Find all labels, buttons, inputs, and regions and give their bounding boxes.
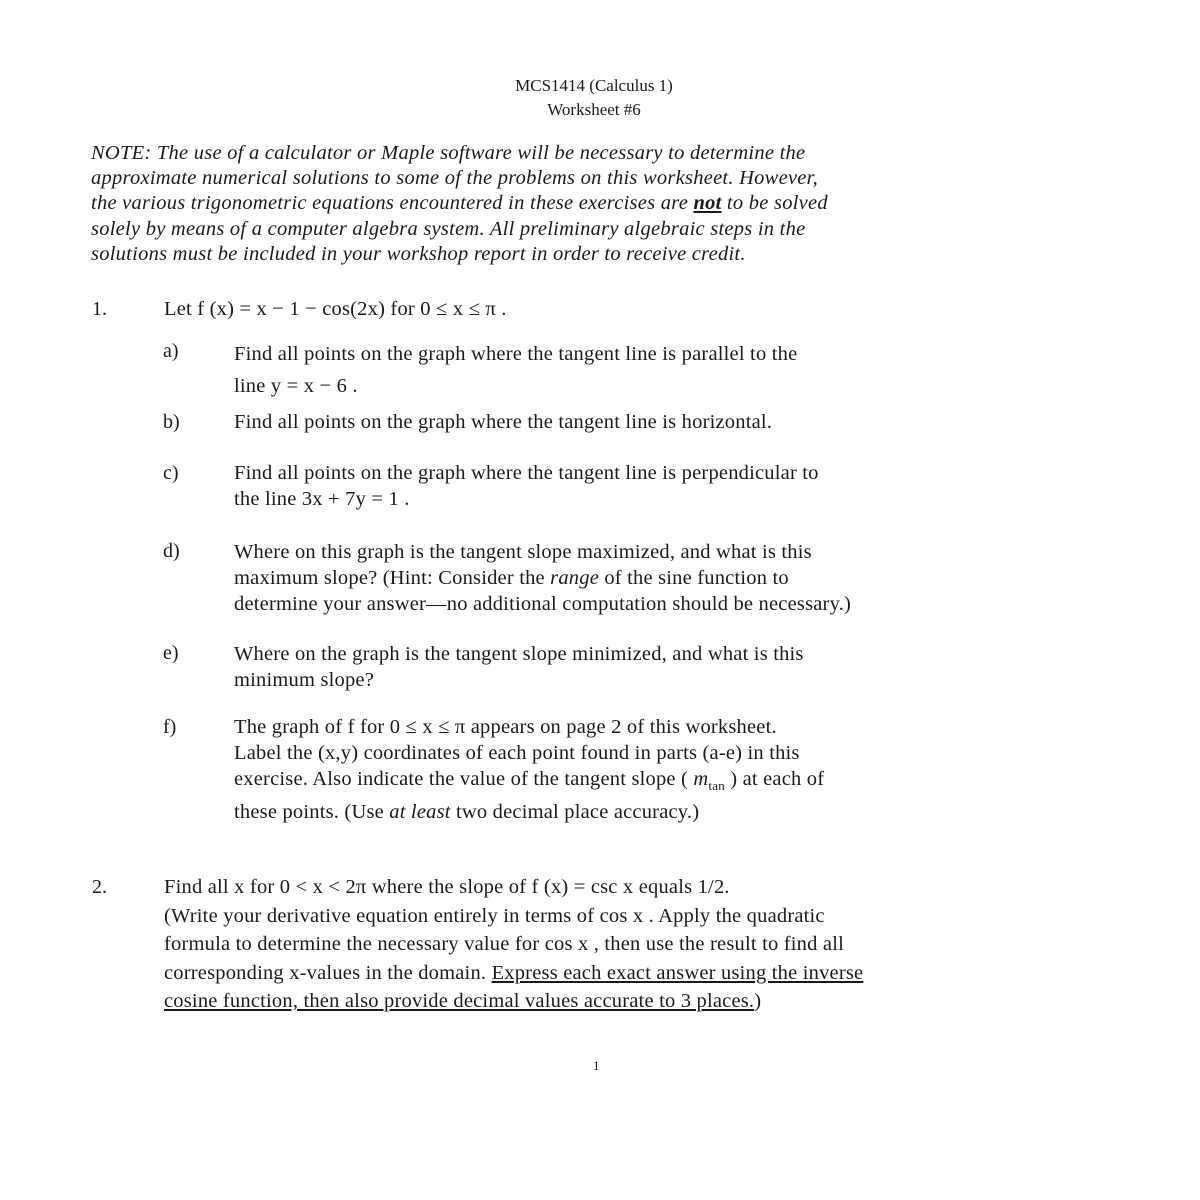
note-emphasis: not (693, 192, 722, 215)
part-c-text: Find all points on the graph where the tangent line is perpendicular to the line 3x + 7y = 1 . (234, 462, 819, 510)
problem-2-text: Find all x for 0 < x < 2π where the slope of f (x) = csc x equals 1/2. (Write your derivative equation entirely in terms of cos x . Apply the quadratic formula to determine the necessary value for cos x , then use the result to find all corresponding x-values in the domain. Express each exact answer using the inverse cosine function, then also provide decimal values accurate to 3 places.) (164, 876, 864, 1012)
part-c-letter: c) (163, 462, 179, 484)
part-f-text: The graph of f for 0 ≤ x ≤ π appears on page 2 of this worksheet. Label the (x,y) coordinates of each point found in parts (a-e) in this exercise. Also indicate the value of the tangent slope ( $m_{tan}$ ) at each of these points. (Use at least two decimal place accuracy.) (234, 716, 825, 824)
note-line: approximate numerical solutions to some of the problems on this worksheet. However, (91, 167, 818, 190)
part-f-letter: f) (163, 716, 177, 738)
problem-1-stem: Let f (x) = x − 1 − cos(2x) for 0 ≤ x ≤ π . (164, 298, 507, 320)
problem-1-number: 1. (92, 298, 107, 320)
part-e-letter: e) (163, 642, 179, 664)
part-e-text: Where on the graph is the tangent slope minimized, and what is this minimum slope? (234, 643, 804, 691)
note-line: the various trigonometric equations encountered in these exercises are not to be solved (91, 192, 828, 215)
part-b-letter: b) (163, 411, 180, 433)
note-line: solutions must be included in your workshop report in order to receive credit. (91, 242, 746, 265)
problem-2-number: 2. (92, 876, 107, 898)
part-a-letter: a) (163, 340, 179, 362)
document-header (0, 74, 1188, 122)
part-d-text: Where on this graph is the tangent slope maximized, and what is this maximum slope? (Hint: Consider the range of the sine function to determine your answer—no additional computation should be necessary.) (234, 541, 852, 615)
part-a-text: Find all points on the graph where the tangent line is parallel to the line y = x − 6 . (234, 343, 798, 397)
part-b-text: Find all points on the graph where the tangent line is horizontal. (234, 411, 773, 433)
worksheet-title: Worksheet #6 (547, 100, 641, 119)
note-line: solely by means of a computer algebra system. All preliminary algebraic steps in the (91, 217, 806, 240)
part-d-letter: d) (163, 540, 180, 562)
page-number: 1 (593, 1058, 600, 1073)
note-paragraph (91, 141, 1101, 267)
note-line: NOTE: The use of a calculator or Maple software will be necessary to determine the (91, 142, 806, 164)
course-title: MCS1414 (Calculus 1) (515, 76, 673, 95)
